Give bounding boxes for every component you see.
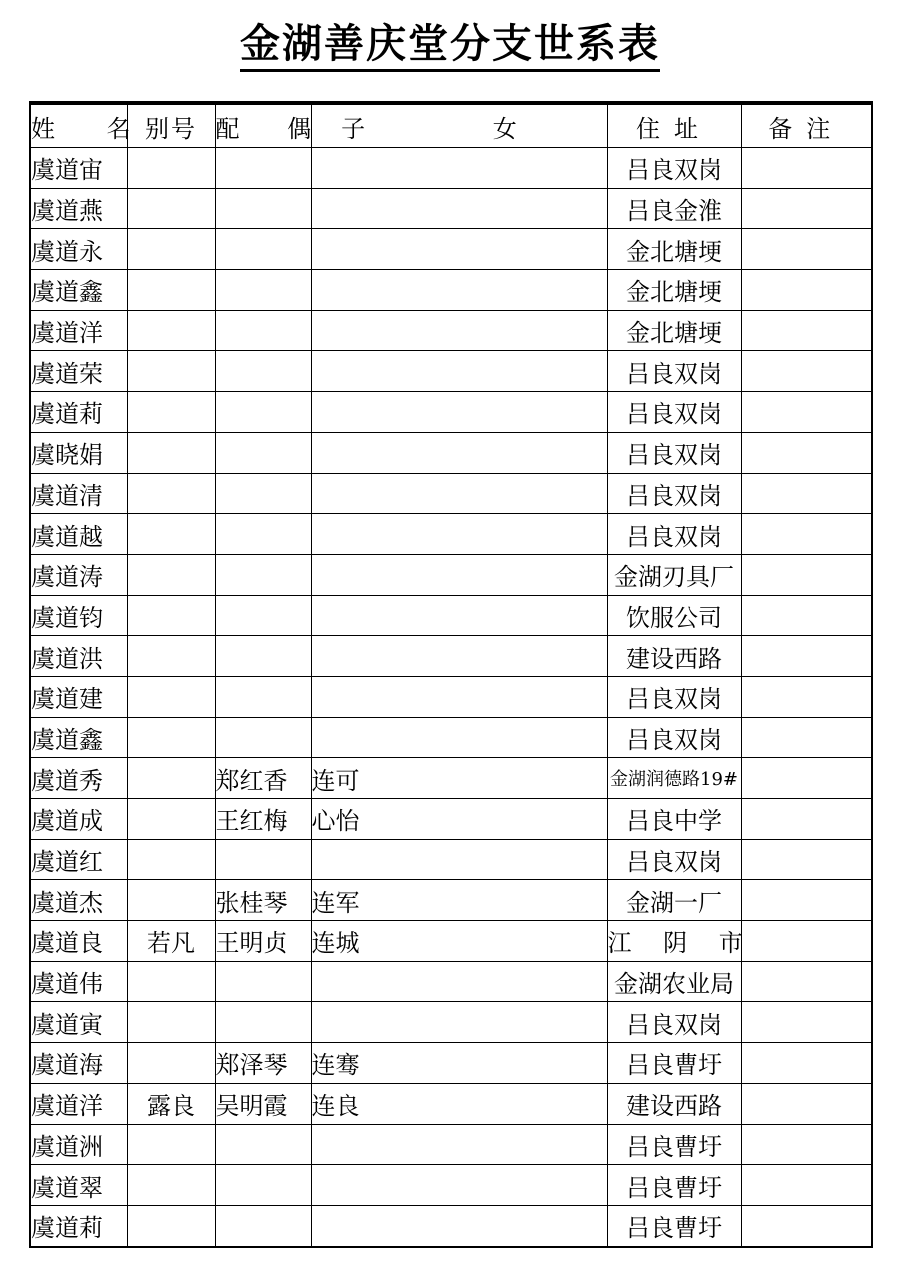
cell-address: 吕良双岗 [607,717,741,758]
table-row [30,392,872,433]
table-row [30,717,872,758]
cell-address: 吕良曹圩 [607,1124,741,1165]
column-header-spouse: 配 偶 [215,103,311,148]
cell-name: 虞晓娟 [30,432,127,473]
cell-alias [127,432,215,473]
cell-notes [741,1165,872,1206]
cell-children [311,717,607,758]
table-row [30,636,872,677]
cell-alias [127,514,215,555]
cell-children [311,310,607,351]
table-row [30,595,872,636]
cell-children [311,1165,607,1206]
cell-address: 吕良曹圩 [607,1205,741,1246]
cell-address: 吕良双岗 [607,432,741,473]
cell-name: 虞道宙 [30,148,127,189]
cell-children [311,392,607,433]
cell-notes [741,392,872,433]
cell-spouse: 王明贞 [215,921,311,962]
cell-spouse [215,392,311,433]
cell-spouse: 王红梅 [215,799,311,840]
cell-notes [741,473,872,514]
cell-alias [127,554,215,595]
cell-alias [127,1002,215,1043]
cell-notes [741,636,872,677]
cell-notes [741,839,872,880]
cell-notes [741,148,872,189]
table-row [30,432,872,473]
cell-notes [741,595,872,636]
cell-alias [127,392,215,433]
cell-alias [127,758,215,799]
column-header-children: 子 女 [311,103,607,148]
cell-name: 虞道钧 [30,595,127,636]
table-row [30,676,872,717]
cell-address: 金北塘埂 [607,310,741,351]
cell-address: 江 阴 市 [607,921,741,962]
cell-address: 吕良双岗 [607,351,741,392]
table-row [30,839,872,880]
table-row [30,148,872,189]
cell-spouse [215,229,311,270]
cell-name: 虞道洪 [30,636,127,677]
cell-alias [127,595,215,636]
table-row [30,1083,872,1124]
cell-children [311,188,607,229]
cell-alias [127,1205,215,1246]
cell-notes [741,1083,872,1124]
cell-name: 虞道良 [30,921,127,962]
cell-children [311,514,607,555]
cell-children [311,1002,607,1043]
cell-spouse [215,839,311,880]
cell-spouse [215,595,311,636]
cell-alias [127,351,215,392]
cell-spouse: 郑红香 [215,758,311,799]
cell-name: 虞道涛 [30,554,127,595]
table-row [30,921,872,962]
cell-spouse [215,514,311,555]
table-row [30,758,872,799]
cell-address: 吕良金淮 [607,188,741,229]
table-row [30,310,872,351]
cell-name: 虞道伟 [30,961,127,1002]
table-row [30,1205,872,1246]
cell-alias [127,1043,215,1084]
cell-alias [127,473,215,514]
cell-alias [127,1165,215,1206]
cell-children: 连可 [311,758,607,799]
cell-address: 吕良中学 [607,799,741,840]
cell-alias [127,188,215,229]
cell-address: 吕良双岗 [607,514,741,555]
cell-spouse [215,1124,311,1165]
table-row [30,1002,872,1043]
cell-alias [127,839,215,880]
cell-name: 虞道燕 [30,188,127,229]
table-row [30,554,872,595]
cell-address: 吕良曹圩 [607,1043,741,1084]
cell-spouse [215,473,311,514]
cell-notes [741,921,872,962]
cell-name: 虞道秀 [30,758,127,799]
cell-notes [741,676,872,717]
cell-spouse [215,1205,311,1246]
table-row [30,514,872,555]
cell-notes [741,432,872,473]
cell-children [311,1124,607,1165]
cell-notes [741,1043,872,1084]
cell-name: 虞道鑫 [30,717,127,758]
table-row [30,270,872,311]
cell-spouse [215,1002,311,1043]
column-header-address: 住址 [607,103,741,148]
column-header-name: 姓 名 [30,103,127,148]
cell-address: 吕良双岗 [607,148,741,189]
cell-name: 虞道海 [30,1043,127,1084]
cell-notes [741,961,872,1002]
cell-alias [127,799,215,840]
column-header-notes: 备注 [741,103,872,148]
cell-name: 虞道清 [30,473,127,514]
cell-children [311,839,607,880]
cell-spouse [215,717,311,758]
cell-name: 虞道杰 [30,880,127,921]
cell-spouse [215,351,311,392]
cell-name: 虞道建 [30,676,127,717]
cell-address: 建设西路 [607,636,741,677]
cell-spouse [215,148,311,189]
table-row [30,1043,872,1084]
cell-notes [741,717,872,758]
table-row [30,799,872,840]
cell-address: 金湖刃具厂 [607,554,741,595]
cell-children: 连军 [311,880,607,921]
cell-notes [741,799,872,840]
cell-notes [741,1124,872,1165]
cell-children [311,636,607,677]
cell-address: 吕良双岗 [607,392,741,433]
table-body [30,148,872,1247]
cell-alias: 露良 [127,1083,215,1124]
cell-alias [127,676,215,717]
cell-spouse [215,961,311,1002]
cell-address: 饮服公司 [607,595,741,636]
cell-name: 虞道永 [30,229,127,270]
cell-name: 虞道荣 [30,351,127,392]
cell-children [311,676,607,717]
cell-name: 虞道成 [30,799,127,840]
cell-children [311,229,607,270]
cell-address: 金湖润德路19# [607,758,741,799]
cell-notes [741,880,872,921]
cell-notes [741,554,872,595]
cell-alias [127,636,215,677]
cell-children: 连城 [311,921,607,962]
cell-alias [127,1124,215,1165]
cell-notes [741,1205,872,1246]
table-row [30,188,872,229]
cell-children [311,961,607,1002]
cell-spouse [215,636,311,677]
cell-alias [127,310,215,351]
cell-spouse [215,188,311,229]
cell-spouse [215,1165,311,1206]
table-row [30,351,872,392]
cell-children [311,148,607,189]
cell-spouse: 张桂琴 [215,880,311,921]
table-row [30,961,872,1002]
cell-name: 虞道寅 [30,1002,127,1043]
cell-alias [127,961,215,1002]
cell-address: 吕良曹圩 [607,1165,741,1206]
cell-children: 连良 [311,1083,607,1124]
cell-children [311,473,607,514]
cell-name: 虞道洋 [30,1083,127,1124]
cell-alias: 若凡 [127,921,215,962]
cell-name: 虞道越 [30,514,127,555]
cell-alias [127,270,215,311]
cell-children [311,432,607,473]
cell-spouse [215,310,311,351]
genealogy-table [29,101,873,1248]
cell-address: 吕良双岗 [607,473,741,514]
cell-children [311,554,607,595]
cell-notes [741,270,872,311]
cell-spouse [215,676,311,717]
cell-spouse [215,270,311,311]
table-row [30,473,872,514]
cell-alias [127,148,215,189]
cell-name: 虞道莉 [30,392,127,433]
table-row [30,229,872,270]
cell-address: 金湖一厂 [607,880,741,921]
cell-notes [741,1002,872,1043]
cell-address: 金湖农业局 [607,961,741,1002]
cell-children [311,270,607,311]
cell-children: 连骞 [311,1043,607,1084]
cell-name: 虞道洲 [30,1124,127,1165]
page-title-text: 金湖善庆堂分支世系表 [240,21,660,72]
table-row [30,1165,872,1206]
cell-notes [741,310,872,351]
cell-spouse [215,554,311,595]
cell-address: 建设西路 [607,1083,741,1124]
cell-name: 虞道翠 [30,1165,127,1206]
cell-notes [741,351,872,392]
cell-spouse [215,432,311,473]
cell-alias [127,880,215,921]
cell-address: 吕良双岗 [607,676,741,717]
cell-name: 虞道红 [30,839,127,880]
cell-children [311,595,607,636]
cell-notes [741,188,872,229]
cell-alias [127,229,215,270]
cell-notes [741,514,872,555]
cell-name: 虞道洋 [30,310,127,351]
cell-address: 吕良双岗 [607,1002,741,1043]
cell-spouse: 吴明霞 [215,1083,311,1124]
column-header-alias: 别号 [127,103,215,148]
cell-alias [127,717,215,758]
cell-name: 虞道莉 [30,1205,127,1246]
cell-address: 金北塘埂 [607,229,741,270]
cell-children [311,351,607,392]
cell-notes [741,229,872,270]
cell-name: 虞道鑫 [30,270,127,311]
cell-address: 金北塘埂 [607,270,741,311]
cell-address: 吕良双岗 [607,839,741,880]
page-title [0,18,900,70]
cell-spouse: 郑泽琴 [215,1043,311,1084]
table-row [30,880,872,921]
cell-children [311,1205,607,1246]
header-row [30,103,872,148]
cell-children: 心怡 [311,799,607,840]
cell-notes [741,758,872,799]
table-row [30,1124,872,1165]
